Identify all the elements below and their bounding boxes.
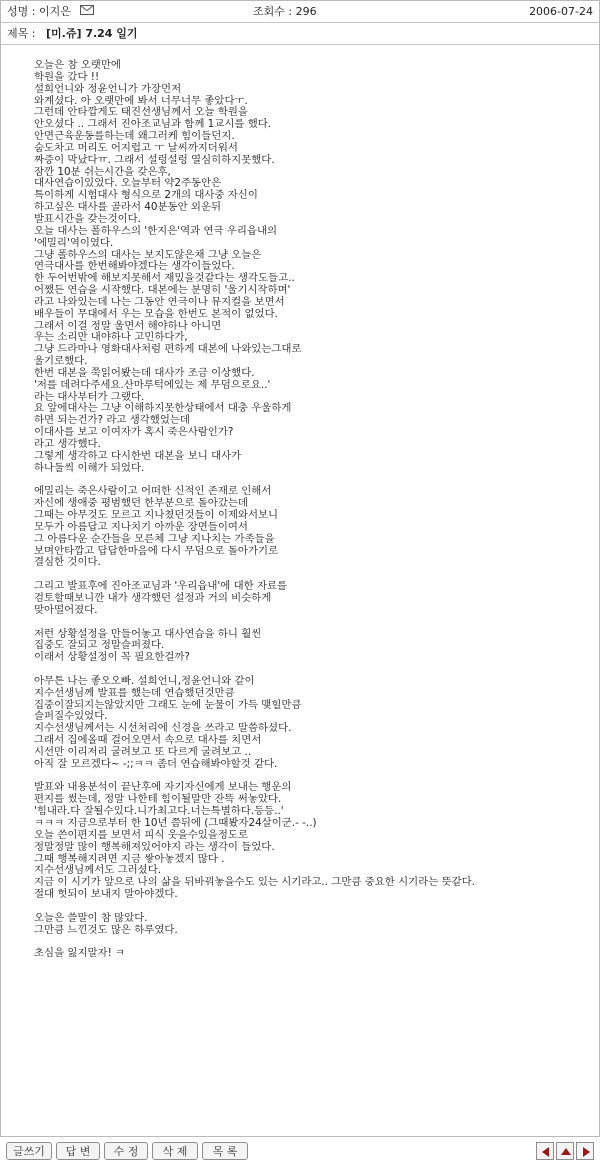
body-line: 그만큼 느낀것도 많은 하루였다.: [34, 923, 178, 936]
body-line: 집중이잘되지는않았지만 그래도 눈에 눈물이 가득 맺힐만큼: [34, 698, 302, 711]
body-line: 오늘 쓴이편지를 보면서 피식 웃을수있을정도로: [34, 828, 248, 841]
body-line: 와계셨다. 아 오랫만에 봐서 너무너무 좋았다ㅜ.: [34, 94, 248, 107]
body-line: 아무튼 나는 좋오오빠. 설희언니,정윤언니와 같이: [34, 674, 255, 687]
body-line: 그렇게 생각하고 다시한번 대본을 보니 대사가: [34, 449, 242, 462]
body-line: 보며안타깝고 답답한마음에 다시 무덤으로 돌아가기로: [34, 544, 279, 557]
reply-button[interactable]: 답 변: [56, 1142, 100, 1160]
body-line: 숨도차고 머리도 어지럽고 ㅜ 날씨까지더워서: [34, 141, 238, 154]
body-line: 아직 잘 모르겠다~ -;;ㅋㅋ 좀더 연습해봐야할것 같다.: [34, 757, 278, 770]
body-line: 자신에 생애중 평범했던 한부분으로 돌아갔는데: [34, 497, 248, 510]
post-title: [미.쥬] 7.24 일기: [46, 27, 138, 40]
body-line: 저런 상황설정을 만들어놓고 대사연습을 하니 훨씬: [34, 627, 262, 640]
body-line: 한번 대본을 쭉읽어봤는데 대사가 조금 이상했다.: [34, 366, 255, 379]
body-line: 하고싶은 대사를 골라서 40분동안 외운뒤: [34, 201, 222, 214]
paragraph-gap: [34, 617, 594, 629]
body-line: 하나둘씩 이해가 되었다.: [34, 461, 145, 474]
body-line: 그래서 이걸 정말 울면서 해야하나 아니면: [34, 319, 222, 332]
body-line: 오늘 대사는 폴하우스의 '한지은'역과 연극 우리읍내의: [34, 224, 278, 237]
body-line: 그런데 안타깝게도 태진선생님께서 오늘 학원을: [34, 106, 248, 119]
body-line: 연극대사를 한번해봐야겠다는 생각이들었다.: [34, 260, 235, 273]
body-line: 어쨌든 연습을 시작했다. 대본에는 분명히 '울기시작하며': [34, 284, 291, 297]
view-count: 조회수 : 296: [253, 5, 317, 18]
body-line: 울기로했다.: [34, 355, 88, 368]
next-post-button[interactable]: [576, 1142, 594, 1160]
body-line: 그때 행복해지려면 지금 쌓아놓겠지 많다 .: [34, 852, 225, 865]
body-line: 그때는 아무것도 모르고 지나쳤던것들이 이제와서보니: [34, 509, 279, 522]
body-line: 잠깐 10분 쉬는시간을 갖은후,: [34, 165, 171, 178]
post-info-row: [1, 1, 599, 23]
action-toolbar: [0, 1137, 600, 1165]
subject-label: 제목 :: [7, 27, 36, 40]
body-line: 오늘은 참 오랫만에: [34, 59, 121, 71]
body-line: 안면근육운동를하는데 왜그러케 힘이들던지.: [34, 130, 235, 143]
body-line: 하면 되는건가? 라고 생각했었는데: [34, 414, 190, 427]
body-line: 편지를 썼는데, 정말 나한테 힘이될말만 잔뜩 써놓았다.: [34, 793, 282, 806]
body-line: 절대 헛되이 보내지 말아야겠다.: [34, 888, 178, 901]
post-body: [34, 60, 594, 960]
body-line: '저를 데려다주세요.산마루턱에있는 제 무덤으로요..': [34, 378, 271, 391]
author-info: [7, 1, 94, 22]
edit-button[interactable]: 수 정: [104, 1142, 148, 1160]
body-line: 그냥 폴하우스의 대사는 보지도않은채 그냥 오늘은: [34, 248, 262, 261]
body-line: 라고 나와있는데 나는 그동안 연극이나 뮤지컬을 보면서: [34, 295, 285, 308]
body-line: 발표와 내용분석이 끝난후에 자기자신에게 보내는 행운의: [34, 781, 292, 794]
left-triangle-icon: [540, 1146, 552, 1158]
author-label: 성명 : 이지은: [7, 5, 71, 18]
body-line: 학원을 갔다 !!: [34, 70, 100, 83]
top-button[interactable]: [556, 1142, 574, 1160]
body-line: 대사연습이있었다. 오늘부터 약2주동안은: [34, 177, 222, 190]
body-line: 초심을 잃지말자! ㅋ: [34, 947, 126, 960]
body-line: 라는 대사부터가 그랬다.: [34, 390, 145, 403]
body-line: 특이하게 시험대사 형식으로 2개의 대사중 자신이: [34, 189, 258, 202]
prev-post-button[interactable]: [536, 1142, 554, 1160]
post-date: 2006-07-24: [529, 5, 593, 18]
up-triangle-icon: [560, 1146, 572, 1158]
body-line: 그 아름다운 순간들을 모른체 그냥 지나치는 가족들을: [34, 532, 275, 545]
body-line: '에밀리'역이였다.: [34, 236, 114, 249]
body-line: 집중도 잘되고 정말슬퍼졌다.: [34, 639, 165, 652]
body-line: 배우들이 무대에서 우는 모습을 한번도 본적이 없었다.: [34, 307, 278, 320]
body-line: 설희언니와 정윤언니가 가장먼저: [34, 82, 182, 95]
body-line: 그냥 드라마나 영화대사처럼 편하게 대본에 나와있는그대로: [34, 343, 302, 356]
body-line: 라고 생각했다.: [34, 438, 101, 450]
body-line: 시선만 이리저리 굴려보고 또 다르게 굴려보고 ..: [34, 745, 252, 758]
body-line: 지금 이 시기가 앞으로 나의 삶을 뒤바꿔놓을수도 있는 시기라고.. 그만큼 중요한 시기라는 뜻같다.: [34, 876, 475, 889]
body-line: 지수선생님께서는 시선처리에 신경을 쓰라고 말씀하셨다.: [34, 722, 292, 735]
body-line: 슬퍼질수있었다.: [34, 710, 108, 723]
body-line: '힘내라.다 잘될수있다.니가최고다.너는특별하다.등등..': [34, 805, 284, 818]
body-line: 요 앞에대사는 그냥 이해하지못한상태에서 대충 우울하게: [34, 402, 292, 415]
list-button[interactable]: 목 록: [202, 1142, 248, 1160]
body-line: 지수선생님께서도 그러셨다.: [34, 864, 162, 877]
body-line: 이대사를 보고 이여자가 혹시 죽은사람인가?: [34, 426, 234, 439]
mail-icon[interactable]: [80, 1, 94, 22]
body-line: 정말정말 많이 행복해져있어야지 라는 생각이 들었다.: [34, 840, 275, 853]
body-line: 결심한 것이다.: [34, 556, 101, 569]
body-line: 에밀리는 죽은사람이고 어떠한 신적인 존재로 인해서: [34, 485, 272, 498]
body-line: 그래서 집에올때 걸어오면서 속으로 대사를 치면서: [34, 734, 262, 747]
body-line: 한 두어번밖에 해보지못해서 재밌을것같다는 생각도들고..: [34, 272, 295, 285]
paragraph-gap: [34, 901, 594, 913]
body-line: 짜증이 막났다ㅠ. 그래서 설렁설렁 열심히하지못했다.: [34, 153, 275, 166]
body-line: 모두가 아름답고 지나치기 아까운 장면들이여서: [34, 520, 248, 533]
body-line: 지수선생님께 발표를 했는데 연습했던것만큼: [34, 686, 235, 699]
body-line: 발표시간을 갖는것이다.: [34, 212, 141, 225]
write-button[interactable]: 글쓰기: [6, 1142, 52, 1160]
body-line: 그리고 발표후에 진아조교님과 '우리읍내'에 대한 자료를: [34, 580, 288, 593]
body-line: ㅋㅋㅋ 지금으로부터 한 10년 쯤뒤에 (그때봤자24살이군.- -..): [34, 817, 317, 829]
body-line: 우는 소리만 내야하나 고민하다가,: [34, 331, 188, 344]
body-line: 맞아떨어졌다.: [34, 603, 98, 616]
body-line: 이래서 상황설정이 꼭 필요한걸까?: [34, 651, 190, 664]
delete-button[interactable]: 삭 제: [152, 1142, 198, 1160]
body-line: 안오셨다 .. 그래서 진아조교님과 함께 1교시를 했다.: [34, 118, 272, 131]
post-subject-row: [1, 23, 599, 45]
right-triangle-icon: [580, 1146, 592, 1158]
body-line: 오늘은 쓸말이 참 많았다.: [34, 911, 148, 924]
body-line: 검토할때보니깐 내가 생각했던 설정과 거의 비슷하게: [34, 591, 272, 604]
